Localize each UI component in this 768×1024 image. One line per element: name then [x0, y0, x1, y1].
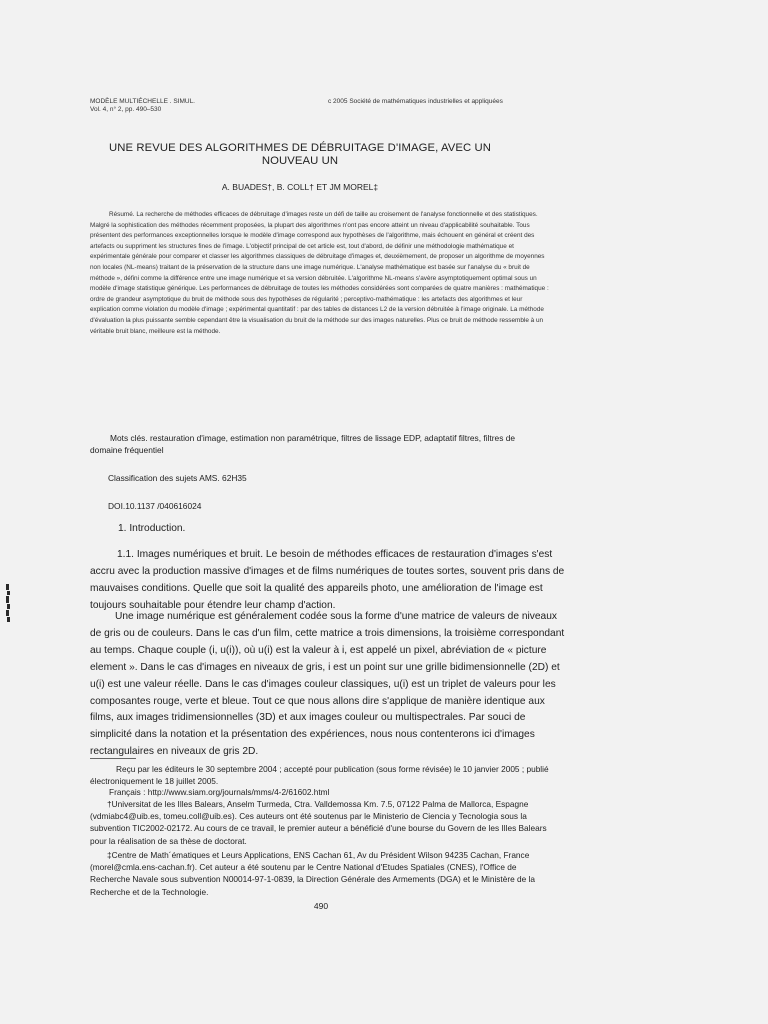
footnote-affiliation-1: †Universitat de les Illes Balears, Anselm Turmeda, Ctra. Valldemossa Km. 7.5, 07122 Palma de Mallorca, Espagne (vdmiabc4@uib.es, tomeu.coll@uib.es). Ces auteurs ont été soutenus par le Ministerio de Ciencia y Tecnologia sous la subvention TIC2002-02172. Au cours de ce travail, le premier auteur a bénéficié d'une bourse du Govern de les Illes Balears pour la réalisation de sa thèse de doctorat.: [90, 799, 547, 846]
copyright-line: c 2005 Société de mathématiques industrielles et appliquées: [328, 98, 503, 105]
stamp-mark: [6, 610, 9, 616]
journal-name: MODÈLE MULTIÉCHELLE . SIMUL.: [90, 98, 195, 105]
stamp-mark: [7, 604, 10, 609]
footnote-divider: [90, 758, 136, 759]
stamp-mark: [6, 584, 9, 590]
side-download-stamp: [4, 582, 18, 624]
footnote-received: Reçu par les éditeurs le 30 septembre 2004 ; accepté pour publication (sous forme révisée) le 10 janvier 2005 ; publié électroniquement le 18 juillet 2005.: [90, 764, 549, 787]
paper-authors: A. BUADES†, B. COLL† ET JM MOREL‡: [221, 182, 379, 192]
keywords: Mots clés. restauration d'image, estimation non paramétrique, filtres de lissage EDP, adaptatif filtres, filtres de domaine fréquentiel: [90, 433, 516, 456]
page-number: 490: [313, 901, 329, 911]
footnote-url: Français : http://www.siam.org/journals/mms/4-2/61602.html: [109, 787, 330, 797]
stamp-mark: [7, 591, 10, 595]
journal-volume: Vol. 4, n° 2, pp. 490–530: [90, 106, 162, 113]
paper-title: UNE REVUE DES ALGORITHMES DE DÉBRUITAGE D'IMAGE, AVEC UN NOUVEAU UN: [108, 142, 492, 167]
ams-classification: Classification des sujets AMS. 62H35: [108, 473, 247, 483]
doi: DOI.10.1137 /040616024: [108, 501, 202, 511]
stamp-mark: [6, 596, 9, 603]
abstract: Résumé. La recherche de méthodes efficaces de débruitage d'images reste un défi de taille au croisement de l'analyse fonctionnelle et des statistiques. Malgré la sophistication des méthodes récemment proposées, la plupart des algorithmes n'ont pas encore atteint un niveau d'applicabilité souhaitable. Tous présentent des performances exceptionnelles lorsque le modèle d'image correspond aux hypothèses de l'algorithme, mais échouent en général et créent des artefacts ou suppriment les structures fines de l'image. L'objectif principal de cet article est, tout d'abord, de définir une méthodologie mathématique et expérimentale générale pour comparer et classer les algorithmes classiques de débruitage d'images et, deuxièmement, de proposer un algorithme de moyennes non locales (NL-means) traitant de la préservation de la structure dans une image numérique. L'analyse mathématique est basée sur l'analyse du « bruit de méthode », défini comme la différence entre une image numérique et sa version débruitée. L'algorithme NL-means s'avère asymptotiquement optimal sous un modèle d'image statistique générique. Les performances de débruitage de toutes les méthodes considérées sont comparées de quatre manières : mathématique : ordre de grandeur asymptotique du bruit de méthode sous des hypothèses de régularité ; perceptivo-mathématique : les artefacts des algorithmes et leur explication comme violation du modèle d'image ; expérimental quantitatif : par des tables de distances L2 de la version débruitée à l'image originale. La méthode d'évaluation la plus puissante semble cependant être la visualisation du bruit de la méthode sur des images naturelles. Plus ce bruit de méthode ressemble à un véritable bruit blanc, meilleure est la méthode.: [90, 211, 549, 335]
body-paragraph: Une image numérique est généralement codée sous la forme d'une matrice de valeurs de niveaux de gris ou de couleurs. Dans le cas d'un film, cette matrice a trois dimensions, la troisième correspondant au temps. Chaque couple (i, u(i)), où u(i) est la valeur à i, est appelé un pixel, abréviation de « picture element ». Dans le cas d'images en niveaux de gris, i est un point sur une grille bidimensionnelle (2D) et u(i) est une valeur réelle. Dans le cas d'images couleur classiques, u(i) est un triplet de valeurs pour les composantes rouge, verte et bleue. Tout ce que nous allons dire s'applique de manière identique aux films, aux images tridimensionnelles (3D) et aux images couleur ou multispectrales. Par souci de simplicité dans la notation et la présentation des expériences, nous nous contenterons ici d'images rectangulaires en niveaux de gris 2D.: [90, 611, 565, 758]
section-heading-introduction: 1. Introduction.: [118, 523, 186, 534]
journal-info: [90, 98, 310, 114]
footnote-affiliation-2: ‡Centre de Math´ématiques et Leurs Applications, ENS Cachan 61, Av du Président Wilson 94235 Cachan, France (morel@cmla.ens-cachan.fr). Cet auteur a été soutenu par le Centre National d'Etudes Spatiales (CNES), l'Office de Recherche Navale sous subvention N00014-97-1-0839, la Direction Générale des Armements (DGA) et le Ministère de la Recherche et de la Technologie.: [90, 850, 536, 897]
stamp-mark: [7, 617, 10, 622]
body-paragraph: 1.1. Images numériques et bruit. Le besoin de méthodes efficaces de restauration d'images s'est accru avec la production massive d'images et de films numériques de toutes sortes, souvent pris dans de mauvaises conditions. Quelle que soit la qualité des appareils photo, une amélioration de l'image est toujours souhaitable pour étendre leur champ d'action.: [90, 549, 565, 611]
